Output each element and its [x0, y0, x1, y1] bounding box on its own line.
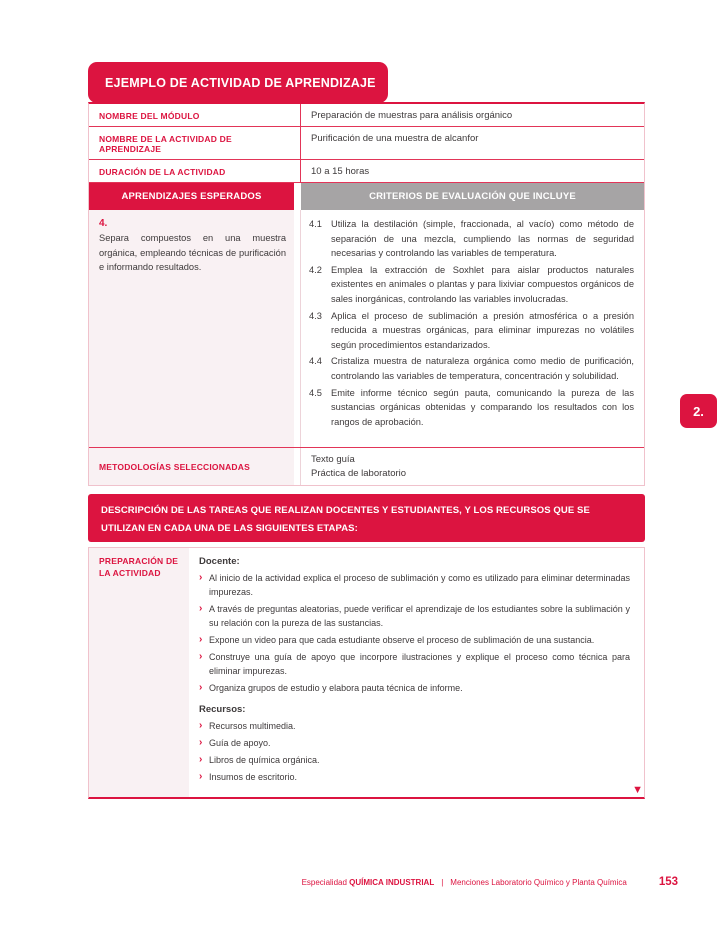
- footer-specialty: QUÍMICA INDUSTRIAL: [349, 878, 435, 887]
- criterion-text: Cristaliza muestra de naturaleza orgánica como medio de purificación, controlando las variables de temperatura, concentración y solubilidad.: [331, 356, 634, 381]
- criterion-item: [309, 309, 634, 353]
- list-item: [199, 770, 630, 784]
- list-item: [199, 736, 630, 750]
- list-item-text: Construye una guía de apoyo que incorpore ilustraciones y explique el proceso como técnica para eliminar impurezas.: [209, 652, 630, 676]
- methodologies-values: [300, 448, 644, 485]
- list-item-text: Insumos de escritorio.: [209, 772, 298, 782]
- methodologies-label: METODOLOGÍAS SELECCIONADAS: [89, 448, 294, 485]
- chevron-bullet-icon: ›: [199, 603, 203, 614]
- methodology-item: Texto guía: [311, 454, 355, 465]
- list-item-text: Expone un video para que cada estudiante observe el proceso de sublimación de una sustancia.: [209, 635, 595, 645]
- list-item-text: Guía de apoyo.: [209, 738, 271, 748]
- list-item: [199, 633, 630, 647]
- criterion-text: Utiliza la destilación (simple, fraccionada, al vacío) como método de separación de una mezcla, cumpliendo las normas de seguridad necesarias y controlando las variables de temperatura.: [331, 219, 634, 259]
- page-number: 153: [658, 876, 678, 888]
- table-header-row: [89, 183, 644, 210]
- objective-cell: [89, 210, 294, 447]
- criterion-text: Emite informe técnico según pauta, comunicando la pureza de las sustancias orgánicas obtenidas y comparando los resultados con los rangos de aprobación.: [331, 387, 634, 427]
- list-item-text: Libros de química orgánica.: [209, 755, 320, 765]
- list-item-text: Al inicio de la actividad explica el proceso de sublimación y como es utilizado para eliminar determinadas impurezas.: [209, 573, 630, 597]
- row-label: DURACIÓN DE LA ACTIVIDAD: [89, 160, 294, 182]
- chevron-bullet-icon: ›: [199, 682, 203, 693]
- list-item-text: Recursos multimedia.: [209, 721, 296, 731]
- page-footer: [88, 876, 678, 888]
- page-title: EJEMPLO DE ACTIVIDAD DE APRENDIZAJE: [105, 75, 376, 90]
- chevron-bullet-icon: ›: [199, 754, 203, 765]
- chevron-bullet-icon: ›: [199, 771, 203, 782]
- list-item-text: Organiza grupos de estudio y elabora pauta técnica de informe.: [209, 683, 463, 693]
- footer-separator: |: [441, 878, 444, 887]
- criterion-item: [309, 263, 634, 307]
- chapter-tab-label: 2.: [693, 403, 704, 419]
- list-item: [199, 719, 630, 733]
- list-item: [199, 681, 630, 695]
- criterion-number: 4.1: [309, 219, 322, 229]
- list-item: [199, 571, 630, 599]
- chevron-bullet-icon: ›: [199, 737, 203, 748]
- continuation-arrow-icon: ▼: [632, 784, 643, 796]
- list-item: [199, 650, 630, 678]
- learning-content-row: [89, 210, 644, 448]
- criterion-number: 4.3: [309, 310, 322, 321]
- docente-heading: Docente:: [199, 556, 240, 567]
- chevron-bullet-icon: ›: [199, 720, 203, 731]
- criteria-list: [300, 210, 644, 447]
- criterion-text: Aplica el proceso de sublimación a presión atmosférica o a presión reducida a muestras orgánicas, para eliminar impurezas no volátiles según procedimientos estandarizados.: [331, 310, 634, 350]
- table-row-activity-name: [89, 127, 644, 160]
- objective-number: 4.: [99, 218, 108, 229]
- chevron-bullet-icon: ›: [199, 651, 203, 662]
- objective-text: Separa compuestos en una muestra orgánica, empleando técnicas de purificación e informando resultados.: [99, 233, 286, 273]
- tasks-description-banner: [88, 494, 645, 542]
- methodology-item: Práctica de laboratorio: [311, 467, 407, 479]
- chapter-tab: [680, 394, 717, 428]
- evaluation-criteria-header: CRITERIOS DE EVALUACIÓN QUE INCLUYE: [301, 183, 644, 210]
- column-divider: [294, 160, 301, 182]
- recursos-heading: Recursos:: [199, 704, 246, 715]
- preparation-content: [189, 548, 644, 797]
- column-divider: [294, 104, 301, 126]
- footer-mentions: Menciones Laboratorio Químico y Planta Química: [450, 878, 627, 887]
- column-divider: [294, 127, 301, 159]
- row-value: 10 a 15 horas: [301, 160, 644, 182]
- list-item: [199, 602, 630, 630]
- criterion-number: 4.5: [309, 387, 322, 398]
- criterion-item: [309, 354, 634, 383]
- recursos-block: [199, 704, 630, 784]
- column-divider: [294, 183, 301, 210]
- criterion-item: [309, 217, 634, 261]
- row-label: NOMBRE DEL MÓDULO: [89, 104, 294, 126]
- table-row-duration: [89, 160, 644, 183]
- expected-learning-header: APRENDIZAJES ESPERADOS: [89, 183, 294, 210]
- preparation-label: PREPARACIÓN DE LA ACTIVIDAD: [89, 548, 189, 797]
- tasks-description-text: DESCRIPCIÓN DE LAS TAREAS QUE REALIZAN DOCENTES Y ESTUDIANTES, Y LOS RECURSOS QUE SE UTILIZAN EN CADA UNA DE LAS SIGUIENTES ETAPAS:: [101, 505, 590, 534]
- chevron-bullet-icon: ›: [199, 572, 203, 583]
- criterion-text: Emplea la extracción de Soxhlet para aislar productos naturales existentes en animales o plantas y para lixiviar compuestos orgánicos de sales inorgánicas, controlando las variables involucradas.: [331, 264, 634, 304]
- criterion-item: [309, 386, 634, 430]
- chevron-bullet-icon: ›: [199, 634, 203, 645]
- footer-specialty-prefix: Especialidad: [301, 878, 347, 887]
- table-row-module-name: [89, 104, 644, 127]
- row-value: Purificación de una muestra de alcanfor: [301, 127, 644, 159]
- preparation-section: [88, 547, 645, 799]
- activity-sheet: [88, 62, 645, 799]
- criterion-number: 4.2: [309, 264, 322, 275]
- activity-table: [88, 102, 645, 486]
- row-value: Preparación de muestras para análisis orgánico: [301, 104, 644, 126]
- row-label: NOMBRE DE LA ACTIVIDAD DE APRENDIZAJE: [89, 127, 294, 159]
- criterion-number: 4.4: [309, 356, 322, 367]
- list-item: [199, 753, 630, 767]
- activity-title-banner: [88, 62, 388, 103]
- list-item-text: A través de preguntas aleatorias, puede verificar el aprendizaje de los estudiantes sobre la sublimación y su relación con la pureza de las sustancias.: [209, 604, 630, 628]
- methodologies-row: [89, 448, 644, 485]
